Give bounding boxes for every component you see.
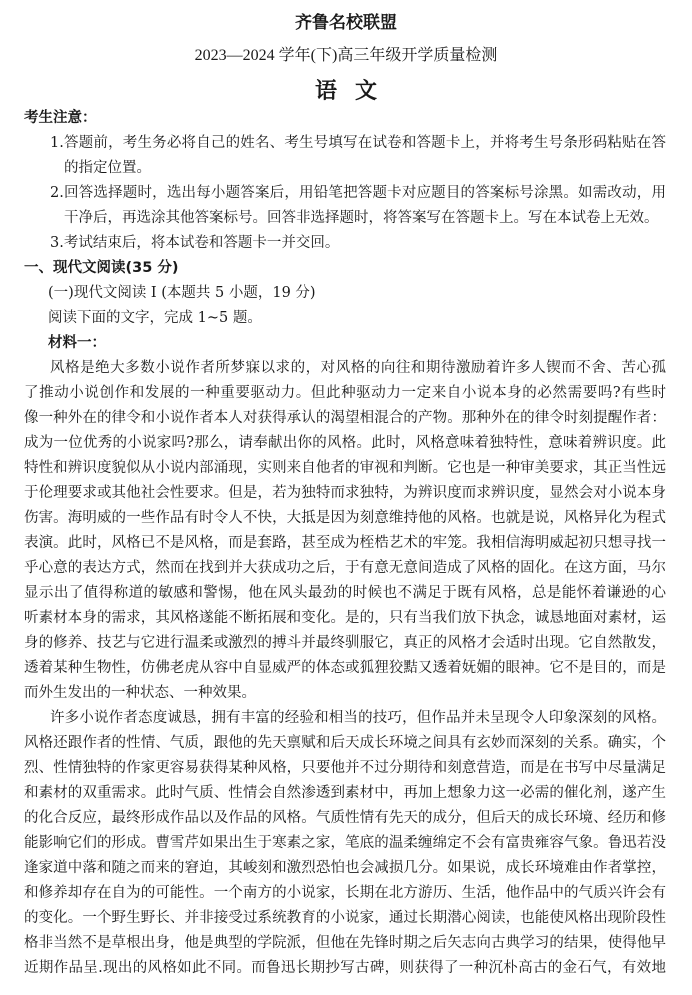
paragraph-line: 的化合反应，最终形成作品以及作品的风格。气质性情有先天的成分，但后天的成长环境、经历和修	[24, 810, 666, 826]
notice-line: 2.回答选择题时，选出每小题答案后，用铅笔把答题卡对应题目的答案标号涂黑。如需改动，用	[50, 185, 666, 201]
material-label: 材料一：	[48, 335, 106, 351]
paragraph-line: 表演。此时，风格已不是风格，而是套路，甚至成为桎梏艺术的牢笼。我相信海明威起初只想寻找一	[24, 535, 666, 551]
notice-line: 3.考试结束后，将本试卷和答题卡一并交回。	[50, 235, 340, 251]
paragraph-line: 格非当然不是草根出身，他是典型的学院派，但他在先锋时期之后矢志向古典学习的结果，使得他早	[24, 935, 666, 951]
paragraph	[24, 706, 666, 981]
paragraph-line: 显示出了值得称道的敏感和警惕，他在风头最劲的时候也不满足于既有风格，总是能怀着谦逊的心	[24, 585, 666, 601]
exam-title: 2023—2024 学年(下)高三年级开学质量检测	[194, 47, 498, 64]
paragraph-line: 和素材的双重需求。此时气质、性情会自然渗透到素材中，再加上想象力这一必需的催化剂，遂产生	[24, 785, 666, 801]
paragraph-line: 烈、性情独特的作家更容易获得某种风格，只要他并不过分期待和刻意营造，而是在书写中尽量满足	[24, 760, 666, 776]
paragraph-line: 了推动小说创作和发展的一种重要驱动力。但此种驱动力一定来自小说本身的必然需要吗?有些时	[24, 385, 666, 401]
paragraph-line: 身的修养、技艺与它进行温柔或激烈的搏斗并最终驯服它，真正的风格才会适时出现。它自然散发，	[24, 635, 666, 651]
paragraph-line: 逢家道中落和随之而来的窘迫，其峻刻和激烈恐怕也会减损几分。如果说，成长环境难由作者掌控，	[24, 860, 666, 876]
notice-item	[24, 231, 666, 256]
notice-list	[24, 131, 666, 256]
notice-line: 1.答题前，考生务必将自己的姓名、考生号填写在试卷和答题卡上，并将考生号条形码粘贴在答	[50, 135, 666, 151]
paragraph-line: 而外生发出的一种状态、一种效果。	[24, 685, 256, 701]
paragraph-line: 听素材本身的需求，其风格遂能不断拓展和变化。是的，只有当我们放下执念，诚恳地面对素材，运	[24, 610, 666, 626]
notice-item	[24, 181, 666, 231]
notice-item	[24, 131, 666, 181]
paragraph-line: 风格还跟作者的性情、气质，跟他的先天禀赋和后天成长环境之间具有玄妙而深刻的关系。确实，个	[24, 735, 666, 751]
paragraph	[24, 356, 666, 706]
exam-body	[24, 106, 666, 981]
paragraph-line: 近期作品呈.现出的风格如此不同。而鲁迅长期抄写古碑，则获得了一种沉朴高古的金石气，有效地	[24, 960, 666, 976]
paragraph-line: 风格是绝大多数小说作者所梦寐以求的，对风格的向往和期待激励着许多人锲而不舍、苦心孤	[50, 360, 666, 376]
section-title: 一、现代文阅读(35 分)	[24, 260, 179, 276]
paragraph-line: 许多小说作者态度诚恳，拥有丰富的经验和相当的技巧，但作品并未呈现令人印象深刻的风格。	[50, 710, 666, 726]
notice-heading: 考生注意：	[24, 110, 97, 126]
reading-passage	[24, 356, 666, 981]
reading-instruction: 阅读下面的文字，完成 1~5 题。	[48, 310, 262, 326]
paragraph-line: 能影响它们的形成。曹雪芹如果出生于寒素之家，笔底的温柔缠绵定不会有富贵雍容气象。鲁迅若没	[24, 835, 666, 851]
paragraph-line: 像一种外在的律令和小说作者本人对获得承认的渴望相混合的产物。那种外在的律令时刻提醒作者：	[24, 410, 666, 426]
paragraph-line: 成为一位优秀的小说家吗?那么，请奉献出你的风格。此时，风格意味着独特性，意味着辨识度。此	[24, 435, 666, 451]
notice-line: 的指定位置。	[64, 160, 151, 176]
paragraph-line: 乎心意的表达方式，然而在找到并大获成功之后，于有意无意间造成了风格的固化。在这方面，马尔	[24, 560, 666, 576]
paragraph-line: 和修养却存在自为的可能性。一个南方的小说家，长期在北方游历、生活，他作品中的气质兴许会有	[24, 885, 666, 901]
paragraph-line: 透着某种生物性，仿佛老虎从容中自显威严的体态或狐狸狡黠又透着妩媚的眼神。它不是目的，而是	[24, 660, 666, 676]
paragraph-line: 伤害。海明威的一些作品有时令人不快，大抵是因为刻意维持他的风格。也就是说，风格异化为程式	[24, 510, 666, 526]
paragraph-line: 的变化。一个野生野长、并非接受过系统教育的小说家，通过长期潜心阅读，也能使风格出现阶段性	[24, 910, 666, 926]
section-subtitle: (一)现代文阅读 I (本题共 5 小题，19 分)	[48, 285, 316, 301]
paragraph-line: 于伦理要求或其他社会性要求。但是，若为独特而求独特，为辨识度而求辨识度，显然会对小说本身	[24, 485, 666, 501]
notice-line: 干净后，再选涂其他答案标号。回答非选择题时，将答案写在答题卡上。写在本试卷上无效。	[64, 210, 659, 226]
org-title: 齐鲁名校联盟	[295, 13, 397, 33]
subject-title: 语文	[314, 79, 395, 104]
paragraph-line: 特性和辨识度貌似从小说内部涌现，实则来自他者的审视和判断。它也是一种审美要求，其正当性远	[24, 460, 666, 476]
